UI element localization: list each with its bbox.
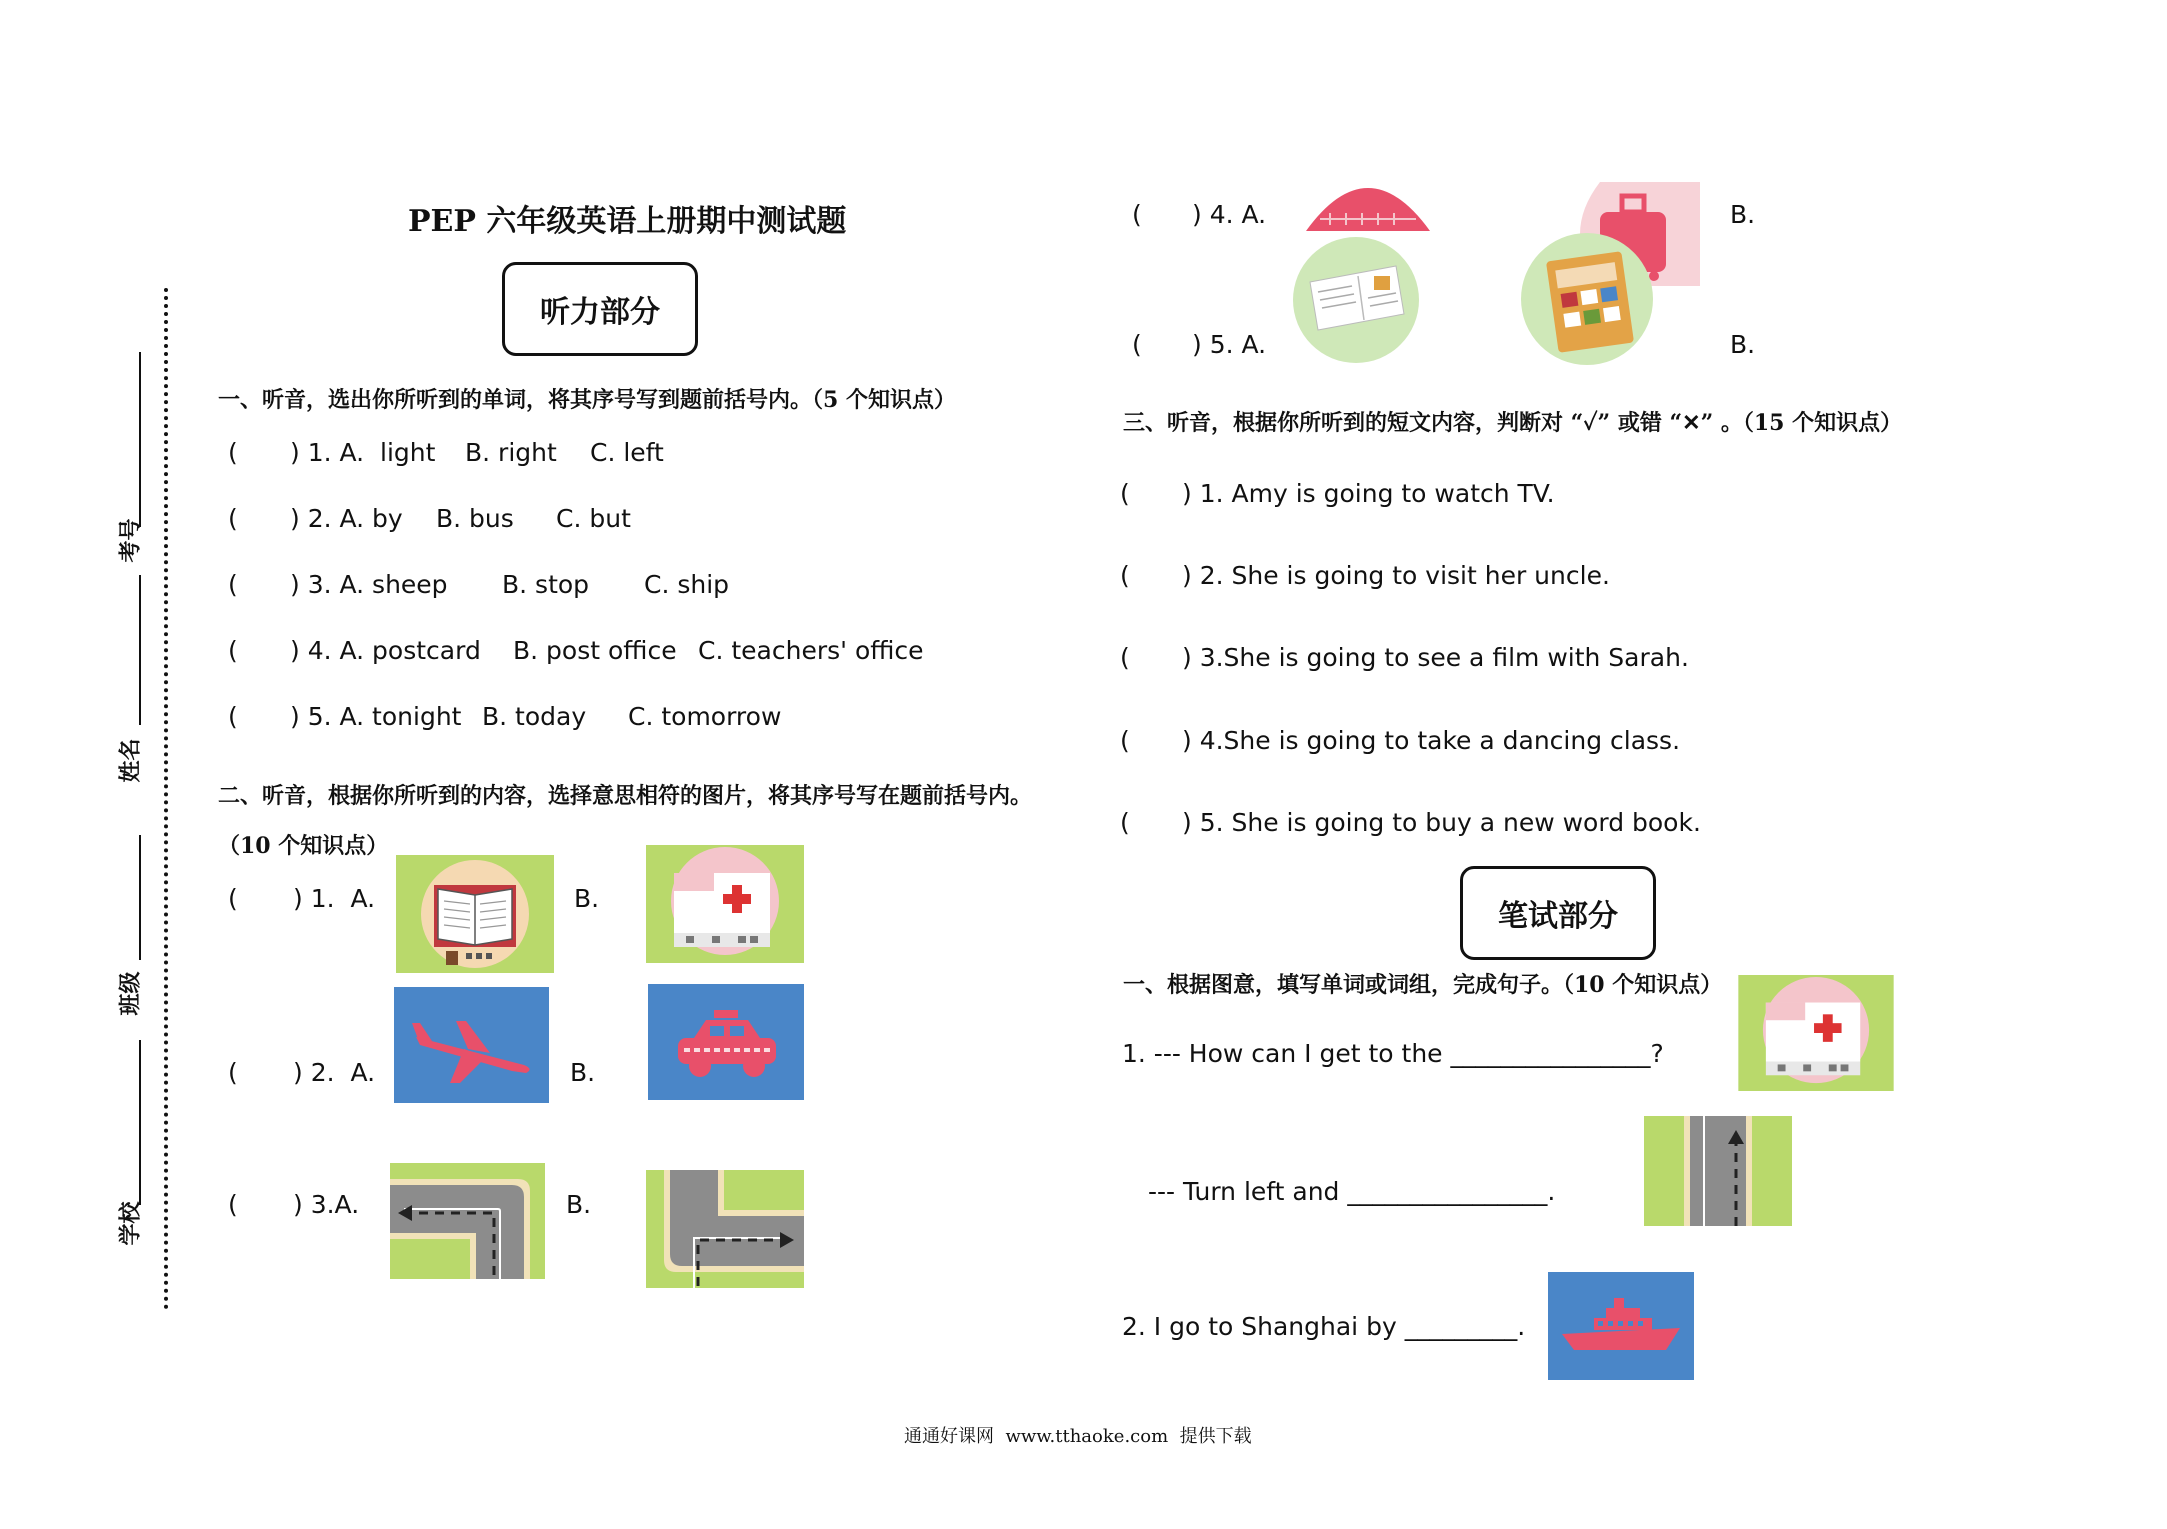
school-line: [139, 1040, 141, 1205]
option-c: C. left: [590, 438, 664, 467]
answer-paren[interactable]: (: [1120, 643, 1130, 672]
option-b-label: B.: [1730, 200, 1756, 229]
p2-item-1-label: ) 1. A.: [293, 884, 376, 913]
answer-paren[interactable]: (: [228, 438, 238, 467]
name-line: [139, 575, 141, 725]
part1-heading: 一、听音，选出你所听到的单词，将其序号写到题前括号内。（5 个知识点）: [218, 387, 956, 413]
option-c: C. tomorrow: [628, 702, 782, 731]
part2-heading: 二、听音，根据你所听到的内容，选择意思相符的图片，将其序号写在题前括号内。: [218, 783, 1033, 809]
option-c: C. but: [556, 504, 631, 533]
statement-5: ) 5. She is going to buy a new word book.: [1182, 808, 1701, 837]
turn-right-road-icon[interactable]: [646, 1170, 804, 1288]
option-b: B. bus: [436, 504, 514, 533]
label-school: 学校: [117, 1201, 144, 1246]
option-a: ) 4. A. postcard: [290, 636, 481, 665]
option-c: C. ship: [644, 570, 730, 599]
part2-heading-points: （10 个知识点）: [218, 833, 389, 859]
option-b-label: B.: [574, 884, 600, 913]
label-name: 姓名: [117, 738, 144, 783]
option-b: B. today: [482, 702, 587, 731]
taxi-icon[interactable]: [648, 984, 804, 1100]
statement-4: ) 4.She is going to take a dancing class.: [1182, 726, 1681, 755]
answer-paren[interactable]: (: [228, 636, 238, 665]
answer-paren[interactable]: (: [1132, 330, 1142, 359]
postcard-icon[interactable]: [1292, 236, 1420, 364]
answer-paren[interactable]: (: [1120, 808, 1130, 837]
option-b-label: B.: [570, 1058, 596, 1087]
option-a: ) 1. A. light: [290, 438, 436, 467]
bookstore-icon[interactable]: [396, 855, 554, 973]
label-exam-id: 考号: [117, 518, 144, 563]
part3-heading: 三、听音，根据你所听到的短文内容，判断对 “✓” 或错 “✕” 。（15 个知识点）: [1123, 410, 1903, 436]
footer-source: 通通好课网 www.tthaoke.com 提供下载: [904, 1426, 1252, 1447]
option-a: ) 2. A. by: [290, 504, 403, 533]
go-straight-road-icon: [1644, 1116, 1792, 1226]
p2-item-3-label: ) 3.A.: [293, 1190, 360, 1219]
writing-q1b[interactable]: --- Turn left and ________________.: [1148, 1177, 1556, 1206]
writing-heading: 一、根据图意，填写单词或词组，完成句子。（10 个知识点）: [1123, 972, 1723, 998]
answer-paren[interactable]: (: [1120, 561, 1130, 590]
option-b: B. stop: [502, 570, 590, 599]
ship-icon: [1548, 1272, 1694, 1380]
answer-paren[interactable]: (: [228, 1058, 238, 1087]
hospital-icon: [1738, 975, 1894, 1091]
answer-paren[interactable]: (: [228, 504, 238, 533]
answer-paren[interactable]: (: [1120, 726, 1130, 755]
writing-q1a[interactable]: 1. --- How can I get to the ________________?: [1122, 1039, 1664, 1068]
writing-q2[interactable]: 2. I go to Shanghai by _________.: [1122, 1312, 1526, 1341]
option-b-label: B.: [1730, 330, 1756, 359]
option-a: ) 3. A. sheep: [290, 570, 448, 599]
word-book-icon[interactable]: [1520, 232, 1654, 366]
answer-paren[interactable]: (: [228, 702, 238, 731]
id-line: [139, 352, 141, 527]
p2-item-4-label: ) 4. A.: [1192, 200, 1267, 229]
option-b: B. post office: [513, 636, 677, 665]
binding-dotted-line: [164, 288, 168, 1310]
answer-paren[interactable]: (: [228, 570, 238, 599]
option-a: ) 5. A. tonight: [290, 702, 462, 731]
hospital-icon[interactable]: [646, 845, 804, 963]
label-class: 班级: [117, 971, 144, 1016]
statement-3: ) 3.She is going to see a film with Sarah.: [1182, 643, 1689, 672]
class-line: [139, 835, 141, 960]
statement-1: ) 1. Amy is going to watch TV.: [1182, 479, 1555, 508]
option-b-label: B.: [566, 1190, 592, 1219]
answer-paren[interactable]: (: [228, 884, 238, 913]
turn-left-road-icon[interactable]: [390, 1163, 545, 1279]
answer-paren[interactable]: (: [1132, 200, 1142, 229]
supermarket-icon[interactable]: [1306, 185, 1430, 231]
p2-item-5-label: ) 5. A.: [1192, 330, 1267, 359]
p2-item-2-label: ) 2. A.: [293, 1058, 376, 1087]
statement-2: ) 2. She is going to visit her uncle.: [1182, 561, 1610, 590]
option-c: C. teachers' office: [698, 636, 924, 665]
page-title: PEP 六年级英语上册期中测试题: [408, 204, 847, 239]
answer-paren[interactable]: (: [1120, 479, 1130, 508]
option-b: B. right: [465, 438, 557, 467]
answer-paren[interactable]: (: [228, 1190, 238, 1219]
listening-section-badge: 听力部分: [502, 262, 698, 356]
plane-icon[interactable]: [394, 987, 549, 1103]
writing-section-badge: 笔试部分: [1460, 866, 1656, 960]
